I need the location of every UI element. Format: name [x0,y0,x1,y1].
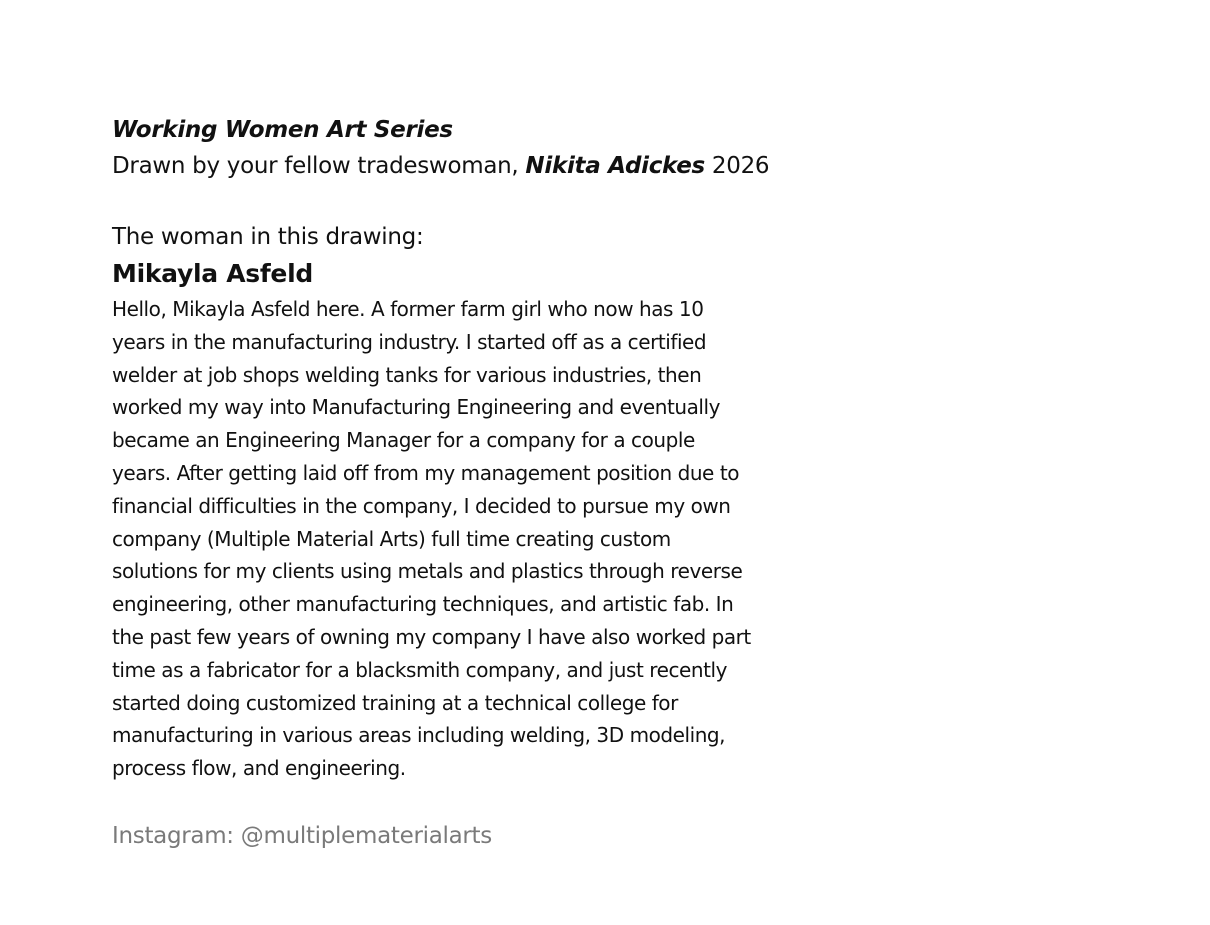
bio-line: worked my way into Manufacturing Engineering and eventually [112,395,721,420]
subject-intro: The woman in this drawing: [112,224,424,250]
bio-line: engineering, other manufacturing techniques, and artistic fab. In [112,592,734,617]
bio-line: years in the manufacturing industry. I started off as a certified [112,329,707,354]
bio-line: years. After getting laid off from my management position due to [112,460,740,485]
byline [112,148,872,184]
bio-line: solutions for my clients using metals and plastics through reverse [112,559,743,584]
bio-paragraph [112,293,872,785]
bio-line: welder at job shops welding tanks for various industries, then [112,362,702,387]
bio-line: started doing customized training at a technical college for [112,690,678,715]
bio-line: time as a fabricator for a blacksmith company, and just recently [112,657,727,682]
document-page [112,112,872,854]
subject-name: Mikayla Asfeld [112,259,313,288]
bio-line: manufacturing in various areas including welding, 3D modeling, [112,723,726,748]
byline-prefix: Drawn by your fellow tradeswoman, [112,153,526,179]
bio-line: Hello, Mikayla Asfeld here. A former farm girl who now has 10 [112,297,704,321]
bio-line: financial difficulties in the company, I decided to pursue my own [112,493,731,518]
instagram-handle: Instagram: @multiplematerialarts [112,822,492,849]
bio-line: became an Engineering Manager for a company for a couple [112,428,695,453]
series-title: Working Women Art Series [112,117,453,143]
bio-line: process flow, and engineering. [112,756,406,781]
byline-year: 2026 [704,153,770,179]
bio-line: company (Multiple Material Arts) full time creating custom [112,526,671,551]
artist-name: Nikita Adickes [525,153,705,179]
bio-line: the past few years of owning my company I have also worked part [112,624,751,649]
